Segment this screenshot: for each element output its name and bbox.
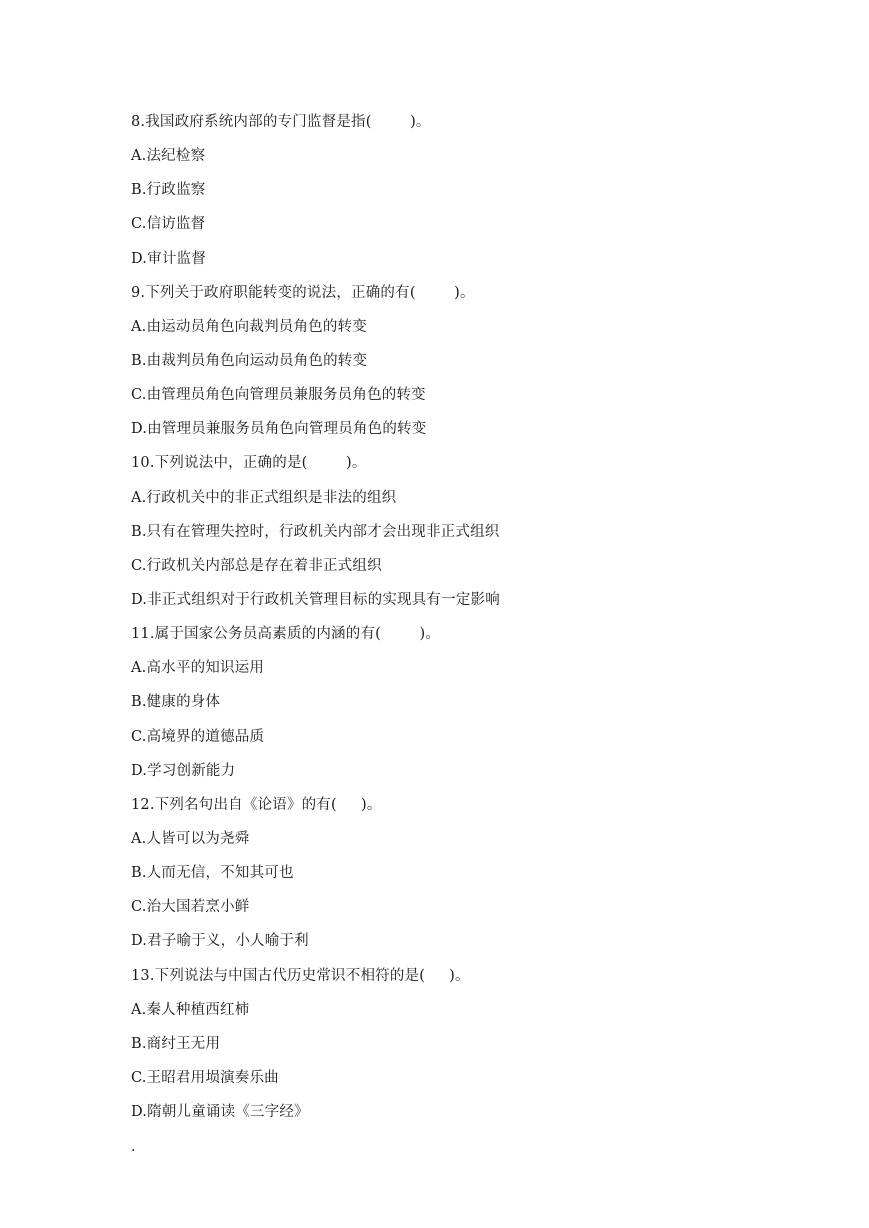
option-d: D.君子喻于义，小人喻于利 <box>131 933 309 950</box>
option-c: C.王昭君用埙演奏乐曲 <box>131 1069 279 1086</box>
option-a: A.法纪检察 <box>131 148 206 165</box>
option-c: C.治大国若烹小鲜 <box>131 899 250 916</box>
question-stem: 8.我国政府系统内部的专门监督是指( )。 <box>131 114 431 130</box>
option-b: B.行政监察 <box>131 182 206 199</box>
option-b: B.只有在管理失控时，行政机关内部才会出现非正式组织 <box>131 523 500 540</box>
question-stem: 9.下列关于政府职能转变的说法，正确的有( )。 <box>131 284 475 301</box>
option-b: B.由裁判员角色向运动员角色的转变 <box>131 352 368 369</box>
question-list <box>131 111 831 1135</box>
option-d: D.学习创新能力 <box>131 762 236 779</box>
option-c: C.行政机关内部总是存在着非正式组织 <box>131 557 382 574</box>
option-a: A.人皆可以为尧舜 <box>131 830 250 847</box>
question-stem: 13.下列说法与中国古代历史常识不相符的是( )。 <box>131 967 470 984</box>
question-stem: 12.下列名句出自《论语》的有( )。 <box>131 796 382 813</box>
option-d: D.审计监督 <box>131 250 206 267</box>
option-b: B.商纣王无用 <box>131 1035 221 1052</box>
option-d: D.隋朝儿童诵读《三字经》 <box>131 1104 309 1121</box>
option-a: A.行政机关中的非正式组织是非法的组织 <box>131 489 397 506</box>
footer-mark: . <box>131 1139 136 1155</box>
option-c: C.由管理员角色向管理员兼服务员角色的转变 <box>131 387 426 404</box>
option-a: A.秦人种植西红柿 <box>131 1001 250 1018</box>
question-stem: 11.属于国家公务员高素质的内涵的有( )。 <box>131 626 441 643</box>
option-c: C.信访监督 <box>131 216 206 233</box>
question-stem: 10.下列说法中，正确的是( )。 <box>131 455 367 472</box>
option-a: A.高水平的知识运用 <box>131 660 265 677</box>
option-d: D.非正式组织对于行政机关管理目标的实现具有一定影响 <box>131 591 500 608</box>
option-d: D.由管理员兼服务员角色向管理员角色的转变 <box>131 421 427 438</box>
option-a: A.由运动员角色向裁判员角色的转变 <box>131 318 367 335</box>
option-c: C.高境界的道德品质 <box>131 728 265 745</box>
option-b: B.人而无信，不知其可也 <box>131 865 294 882</box>
option-b: B.健康的身体 <box>131 694 221 711</box>
